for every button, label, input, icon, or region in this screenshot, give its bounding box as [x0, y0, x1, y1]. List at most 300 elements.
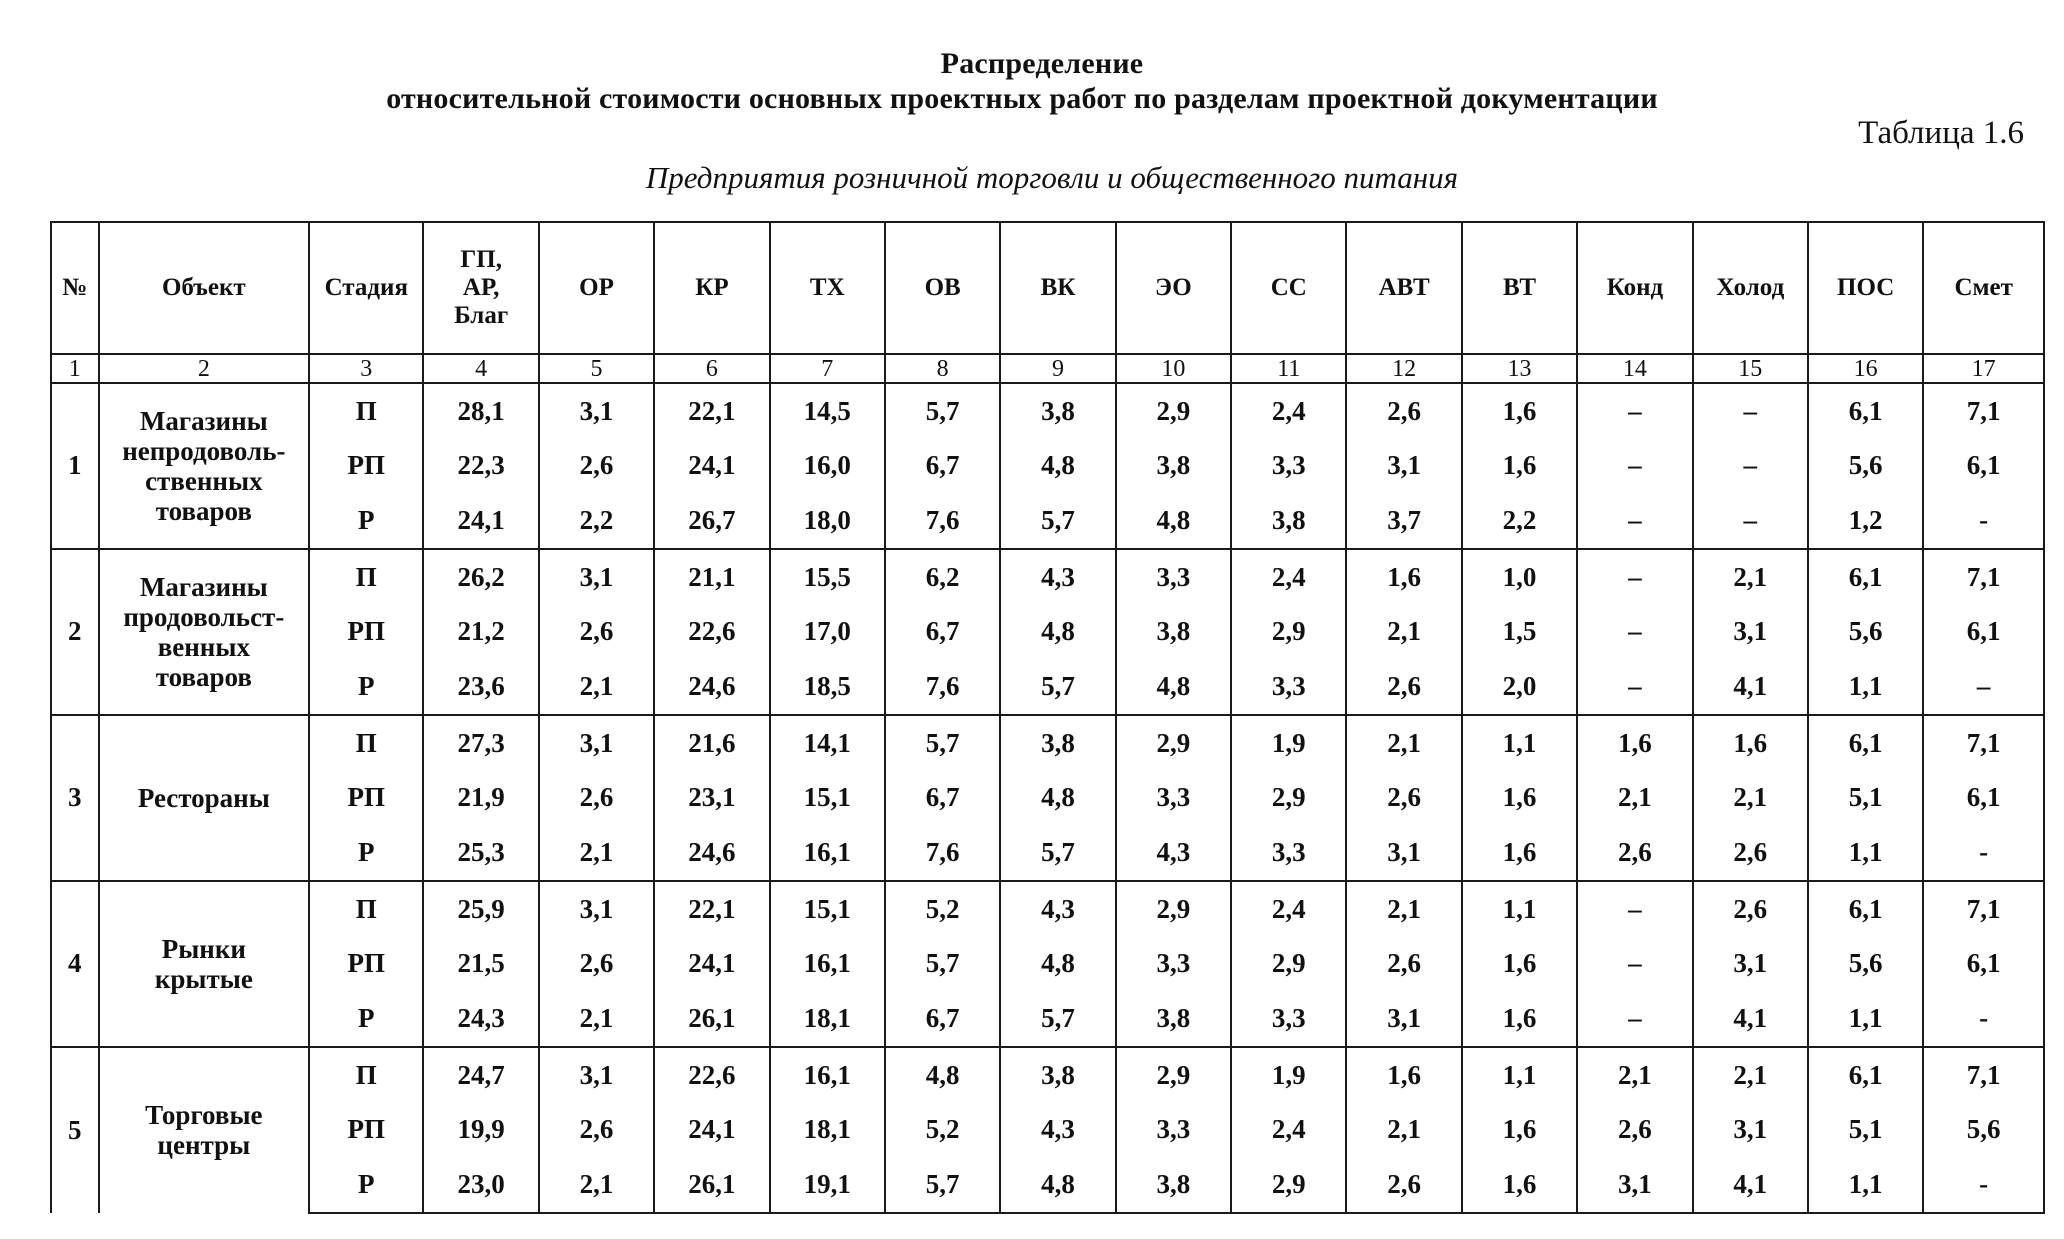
value-cell: – [1577, 991, 1692, 1047]
column-header: ВК [1000, 222, 1115, 354]
value-cell: 1,1 [1462, 881, 1577, 937]
value-cell: – [1693, 493, 1808, 549]
value-cell: 22,1 [654, 881, 769, 937]
value-cell: 1,6 [1462, 1103, 1577, 1158]
value-cell: 15,1 [770, 771, 885, 826]
value-cell: 5,2 [885, 881, 1000, 937]
column-header: ОВ [885, 222, 1000, 354]
value-cell: 6,1 [1808, 715, 1923, 771]
value-cell: 2,1 [539, 1157, 654, 1213]
value-cell: 3,3 [1231, 991, 1346, 1047]
value-cell: 3,1 [539, 1047, 654, 1103]
object-number-cell: 1 [51, 383, 99, 549]
value-cell: 21,9 [423, 771, 538, 826]
document-title-line-2: относительной стоимости основных проектных работ по разделам проектной документации [386, 82, 1658, 115]
value-cell: – [1693, 439, 1808, 494]
value-cell: 5,6 [1808, 605, 1923, 660]
value-cell: 6,2 [885, 549, 1000, 605]
value-cell: 4,3 [1000, 1103, 1115, 1158]
value-cell: 2,6 [1693, 881, 1808, 937]
value-cell: 3,8 [1231, 493, 1346, 549]
column-header: Стадия [309, 222, 423, 354]
value-cell: – [1577, 383, 1692, 439]
column-number-cell: 16 [1808, 354, 1923, 383]
value-cell: 4,1 [1693, 1157, 1808, 1213]
value-cell: 14,5 [770, 383, 885, 439]
value-cell: 18,1 [770, 1103, 885, 1158]
object-name-line: Рынки [161, 933, 246, 964]
value-cell: 3,3 [1231, 825, 1346, 881]
stage-cell: Р [309, 493, 423, 549]
column-number-cell: 17 [1923, 354, 2044, 383]
value-cell: 6,7 [885, 771, 1000, 826]
object-number-cell: 3 [51, 715, 99, 881]
object-name-line: Магазины [139, 405, 268, 436]
value-cell: 7,6 [885, 493, 1000, 549]
value-cell: 21,2 [423, 605, 538, 660]
value-cell: 1,1 [1808, 1157, 1923, 1213]
value-cell: 23,0 [423, 1157, 538, 1213]
value-cell: 1,1 [1808, 991, 1923, 1047]
stage-cell: П [309, 549, 423, 605]
value-cell: 1,5 [1462, 605, 1577, 660]
value-cell: 3,8 [1116, 991, 1231, 1047]
value-cell: 21,6 [654, 715, 769, 771]
value-cell: 18,1 [770, 991, 885, 1047]
value-cell: 7,1 [1923, 383, 2044, 439]
column-number-cell: 8 [885, 354, 1000, 383]
value-cell: 3,1 [1577, 1157, 1692, 1213]
table-row [51, 881, 2044, 937]
value-cell: 4,8 [1116, 659, 1231, 715]
value-cell: 4,8 [1000, 439, 1115, 494]
value-cell: 19,9 [423, 1103, 538, 1158]
object-name-cell [99, 715, 310, 881]
column-header: ОР [539, 222, 654, 354]
value-cell: 25,3 [423, 825, 538, 881]
value-cell: 24,3 [423, 991, 538, 1047]
value-cell: 22,3 [423, 439, 538, 494]
table-number-label: Таблица 1.6 [1858, 115, 2024, 151]
column-header: СС [1231, 222, 1346, 354]
value-cell: 21,1 [654, 549, 769, 605]
object-name-line: ственных [145, 465, 263, 496]
value-cell: 19,1 [770, 1157, 885, 1213]
value-cell: 26,7 [654, 493, 769, 549]
value-cell: 5,7 [885, 937, 1000, 992]
value-cell: 26,1 [654, 1157, 769, 1213]
value-cell: 1,6 [1462, 383, 1577, 439]
value-cell: – [1577, 659, 1692, 715]
column-number-cell: 6 [654, 354, 769, 383]
stage-cell: Р [309, 991, 423, 1047]
value-cell: 2,6 [539, 605, 654, 660]
value-cell: 25,9 [423, 881, 538, 937]
value-cell: 3,8 [1116, 1157, 1231, 1213]
value-cell: 2,9 [1231, 771, 1346, 826]
value-cell: 2,1 [1346, 881, 1461, 937]
value-cell: 3,1 [1693, 1103, 1808, 1158]
value-cell: 2,9 [1116, 715, 1231, 771]
column-header: ЭО [1116, 222, 1231, 354]
value-cell: 1,1 [1462, 1047, 1577, 1103]
column-header: Холод [1693, 222, 1808, 354]
object-name-cell [99, 549, 310, 715]
value-cell: 4,3 [1000, 881, 1115, 937]
value-cell: 1,6 [1462, 1157, 1577, 1213]
column-header: АВТ [1346, 222, 1461, 354]
value-cell: 2,9 [1231, 937, 1346, 992]
value-cell: 1,6 [1346, 1047, 1461, 1103]
value-cell: 2,1 [1693, 1047, 1808, 1103]
value-cell: 7,6 [885, 825, 1000, 881]
value-cell: 2,1 [539, 825, 654, 881]
value-cell: 2,6 [1346, 659, 1461, 715]
object-name-cell [99, 383, 310, 549]
value-cell: 4,8 [885, 1047, 1000, 1103]
object-number-cell: 4 [51, 881, 99, 1047]
value-cell: 6,1 [1923, 771, 2044, 826]
object-name-line: товаров [155, 661, 252, 692]
value-cell: 4,8 [1000, 771, 1115, 826]
value-cell: 3,8 [1000, 1047, 1115, 1103]
value-cell: 3,1 [1693, 937, 1808, 992]
value-cell: 6,1 [1923, 439, 2044, 494]
value-cell: 23,6 [423, 659, 538, 715]
column-header: ГП, АР, Благ [423, 222, 538, 354]
object-name-line: венных [157, 631, 250, 662]
value-cell: 2,2 [539, 493, 654, 549]
value-cell: 5,6 [1808, 439, 1923, 494]
stage-cell: РП [309, 937, 423, 992]
value-cell: – [1577, 937, 1692, 992]
object-name-cell [99, 881, 310, 1047]
value-cell: 2,9 [1116, 1047, 1231, 1103]
value-cell: 2,2 [1462, 493, 1577, 549]
value-cell: 1,6 [1693, 715, 1808, 771]
value-cell: 3,8 [1000, 715, 1115, 771]
column-number-cell: 14 [1577, 354, 1692, 383]
value-cell: 2,6 [1346, 771, 1461, 826]
value-cell: - [1923, 825, 2044, 881]
value-cell: 6,1 [1808, 549, 1923, 605]
value-cell: 16,0 [770, 439, 885, 494]
value-cell: 3,1 [539, 881, 654, 937]
table-row [51, 383, 2044, 439]
table-row [51, 493, 2044, 549]
value-cell: 5,7 [885, 1157, 1000, 1213]
value-cell: 5,7 [1000, 659, 1115, 715]
value-cell: 5,7 [1000, 493, 1115, 549]
value-cell: 22,1 [654, 383, 769, 439]
column-number-cell: 15 [1693, 354, 1808, 383]
value-cell: 3,3 [1231, 439, 1346, 494]
value-cell: – [1577, 493, 1692, 549]
value-cell: 1,1 [1808, 659, 1923, 715]
value-cell: 16,1 [770, 1047, 885, 1103]
value-cell: 3,1 [539, 383, 654, 439]
value-cell: – [1577, 605, 1692, 660]
value-cell: 3,1 [1693, 605, 1808, 660]
cost-distribution-table [50, 221, 2045, 1214]
column-number-cell: 12 [1346, 354, 1461, 383]
value-cell: 6,1 [1923, 937, 2044, 992]
column-number-row [51, 354, 2044, 383]
table-row [51, 715, 2044, 771]
value-cell: 2,4 [1231, 383, 1346, 439]
stage-cell: П [309, 1047, 423, 1103]
value-cell: 2,6 [1577, 1103, 1692, 1158]
value-cell: 5,1 [1808, 1103, 1923, 1158]
value-cell: 4,8 [1000, 1157, 1115, 1213]
value-cell: 1,0 [1462, 549, 1577, 605]
value-cell: 2,4 [1231, 1103, 1346, 1158]
column-number-cell: 11 [1231, 354, 1346, 383]
value-cell: 2,6 [1693, 825, 1808, 881]
value-cell: 3,1 [1346, 825, 1461, 881]
column-header: ТХ [770, 222, 885, 354]
object-name-line: Магазины [139, 571, 268, 602]
value-cell: 24,1 [654, 1103, 769, 1158]
value-cell: 1,9 [1231, 1047, 1346, 1103]
value-cell: 1,1 [1808, 825, 1923, 881]
value-cell: 2,6 [539, 937, 654, 992]
column-number-cell: 4 [423, 354, 538, 383]
column-number-cell: 2 [99, 354, 310, 383]
value-cell: 2,6 [1346, 937, 1461, 992]
table-row [51, 549, 2044, 605]
value-cell: - [1923, 493, 2044, 549]
value-cell: 1,6 [1462, 937, 1577, 992]
value-cell: 3,7 [1346, 493, 1461, 549]
value-cell: 3,1 [1346, 991, 1461, 1047]
value-cell: 27,3 [423, 715, 538, 771]
value-cell: 2,1 [1346, 1103, 1461, 1158]
value-cell: 2,6 [539, 1103, 654, 1158]
value-cell: 26,1 [654, 991, 769, 1047]
stage-cell: Р [309, 1157, 423, 1213]
value-cell: 3,3 [1116, 1103, 1231, 1158]
value-cell: 7,1 [1923, 1047, 2044, 1103]
column-number-cell: 3 [309, 354, 423, 383]
value-cell: 6,7 [885, 605, 1000, 660]
document-title-line-1: Распределение [940, 47, 1144, 80]
value-cell: 1,6 [1462, 991, 1577, 1047]
value-cell: 2,9 [1231, 605, 1346, 660]
object-name-line: товаров [155, 495, 252, 526]
value-cell: 2,6 [1346, 1157, 1461, 1213]
value-cell: 5,2 [885, 1103, 1000, 1158]
object-name-line: Торговые [145, 1100, 263, 1131]
object-number-cell: 5 [51, 1047, 99, 1213]
value-cell: 2,4 [1231, 881, 1346, 937]
value-cell: 2,1 [1577, 1047, 1692, 1103]
value-cell: 16,1 [770, 937, 885, 992]
value-cell: 4,8 [1116, 493, 1231, 549]
value-cell: 4,1 [1693, 991, 1808, 1047]
value-cell: 4,3 [1116, 825, 1231, 881]
value-cell: 2,1 [1577, 771, 1692, 826]
value-cell: 2,9 [1116, 881, 1231, 937]
value-cell: 4,1 [1693, 659, 1808, 715]
value-cell: 5,6 [1923, 1103, 2044, 1158]
table-row [51, 1047, 2044, 1103]
table-row [51, 1157, 2044, 1213]
value-cell: 24,1 [654, 937, 769, 992]
value-cell: 4,8 [1000, 937, 1115, 992]
value-cell: 2,6 [1577, 825, 1692, 881]
value-cell: 3,8 [1000, 383, 1115, 439]
column-header: № [51, 222, 99, 354]
object-name-line: центры [157, 1130, 251, 1161]
value-cell: 3,3 [1116, 549, 1231, 605]
stage-cell: РП [309, 1103, 423, 1158]
value-cell: 14,1 [770, 715, 885, 771]
stage-cell: РП [309, 439, 423, 494]
value-cell: 18,5 [770, 659, 885, 715]
value-cell: 6,1 [1808, 881, 1923, 937]
table-row [51, 937, 2044, 992]
value-cell: 2,1 [1346, 715, 1461, 771]
table-subtitle: Предприятия розничной торговли и общественного питания [645, 160, 1459, 195]
value-cell: 2,1 [1693, 771, 1808, 826]
value-cell: 2,1 [1693, 549, 1808, 605]
value-cell: 6,7 [885, 439, 1000, 494]
value-cell: 24,1 [654, 439, 769, 494]
column-number-cell: 5 [539, 354, 654, 383]
value-cell: 2,1 [539, 659, 654, 715]
object-name-line: продовольст- [123, 601, 285, 632]
column-number-cell: 13 [1462, 354, 1577, 383]
value-cell: 1,6 [1462, 439, 1577, 494]
value-cell: 2,9 [1231, 1157, 1346, 1213]
value-cell: 2,4 [1231, 549, 1346, 605]
stage-cell: П [309, 715, 423, 771]
column-number-cell: 10 [1116, 354, 1231, 383]
value-cell: 3,1 [1346, 439, 1461, 494]
value-cell: 3,3 [1231, 659, 1346, 715]
value-cell: 6,1 [1808, 383, 1923, 439]
value-cell: – [1923, 659, 2044, 715]
value-cell: 2,1 [539, 991, 654, 1047]
value-cell: 1,6 [1462, 771, 1577, 826]
table-row [51, 605, 2044, 660]
value-cell: 1,1 [1462, 715, 1577, 771]
value-cell: – [1693, 383, 1808, 439]
table-row [51, 771, 2044, 826]
value-cell: 7,1 [1923, 715, 2044, 771]
value-cell: – [1577, 881, 1692, 937]
value-cell: 5,1 [1808, 771, 1923, 826]
column-header: КР [654, 222, 769, 354]
value-cell: 3,1 [539, 715, 654, 771]
value-cell: 1,2 [1808, 493, 1923, 549]
stage-cell: Р [309, 825, 423, 881]
value-cell: 24,1 [423, 493, 538, 549]
table-body [51, 383, 2044, 1213]
value-cell: 23,1 [654, 771, 769, 826]
value-cell: – [1577, 549, 1692, 605]
value-cell: 7,1 [1923, 549, 2044, 605]
value-cell: – [1577, 439, 1692, 494]
stage-cell: Р [309, 659, 423, 715]
value-cell: 1,6 [1462, 825, 1577, 881]
column-header: Объект [99, 222, 310, 354]
object-name-cell [99, 1047, 310, 1213]
value-cell: 1,6 [1346, 549, 1461, 605]
column-number-cell: 7 [770, 354, 885, 383]
value-cell: 18,0 [770, 493, 885, 549]
table-row [51, 825, 2044, 881]
column-number-cell: 9 [1000, 354, 1115, 383]
table-row [51, 659, 2044, 715]
column-header: ВТ [1462, 222, 1577, 354]
object-number-cell: 2 [51, 549, 99, 715]
column-number-cell: 1 [51, 354, 99, 383]
object-name-line: крытые [154, 963, 253, 994]
table-row [51, 991, 2044, 1047]
value-cell: 22,6 [654, 605, 769, 660]
column-header: ПОС [1808, 222, 1923, 354]
value-cell: 2,0 [1462, 659, 1577, 715]
value-cell: 2,1 [1346, 605, 1461, 660]
value-cell: 5,7 [885, 715, 1000, 771]
value-cell: 6,1 [1808, 1047, 1923, 1103]
value-cell: 1,9 [1231, 715, 1346, 771]
value-cell: 24,6 [654, 659, 769, 715]
value-cell: 6,1 [1923, 605, 2044, 660]
value-cell: 24,6 [654, 825, 769, 881]
column-header: Конд [1577, 222, 1692, 354]
value-cell: 3,8 [1116, 605, 1231, 660]
column-header: Смет [1923, 222, 2044, 354]
value-cell: 5,7 [885, 383, 1000, 439]
table-row [51, 1103, 2044, 1158]
stage-cell: П [309, 881, 423, 937]
value-cell: 7,1 [1923, 881, 2044, 937]
value-cell: 3,1 [539, 549, 654, 605]
stage-cell: П [309, 383, 423, 439]
value-cell: 4,3 [1000, 549, 1115, 605]
value-cell: 3,3 [1116, 771, 1231, 826]
value-cell: 5,7 [1000, 991, 1115, 1047]
value-cell: 22,6 [654, 1047, 769, 1103]
value-cell: 5,6 [1808, 937, 1923, 992]
value-cell: 3,3 [1116, 937, 1231, 992]
value-cell: 2,6 [539, 771, 654, 826]
value-cell: 17,0 [770, 605, 885, 660]
table-header-row [51, 222, 2044, 354]
value-cell: 1,6 [1577, 715, 1692, 771]
value-cell: 26,2 [423, 549, 538, 605]
object-name-line: Рестораны [137, 782, 270, 813]
value-cell: 2,6 [1346, 383, 1461, 439]
stage-cell: РП [309, 605, 423, 660]
value-cell: 28,1 [423, 383, 538, 439]
value-cell: 6,7 [885, 991, 1000, 1047]
value-cell: 7,6 [885, 659, 1000, 715]
value-cell: 15,1 [770, 881, 885, 937]
value-cell: 2,9 [1116, 383, 1231, 439]
value-cell: 24,7 [423, 1047, 538, 1103]
stage-cell: РП [309, 771, 423, 826]
value-cell: 4,8 [1000, 605, 1115, 660]
object-name-line: непродоволь- [122, 435, 286, 466]
value-cell: 21,5 [423, 937, 538, 992]
value-cell: 2,6 [539, 439, 654, 494]
value-cell: 5,7 [1000, 825, 1115, 881]
value-cell: 3,8 [1116, 439, 1231, 494]
